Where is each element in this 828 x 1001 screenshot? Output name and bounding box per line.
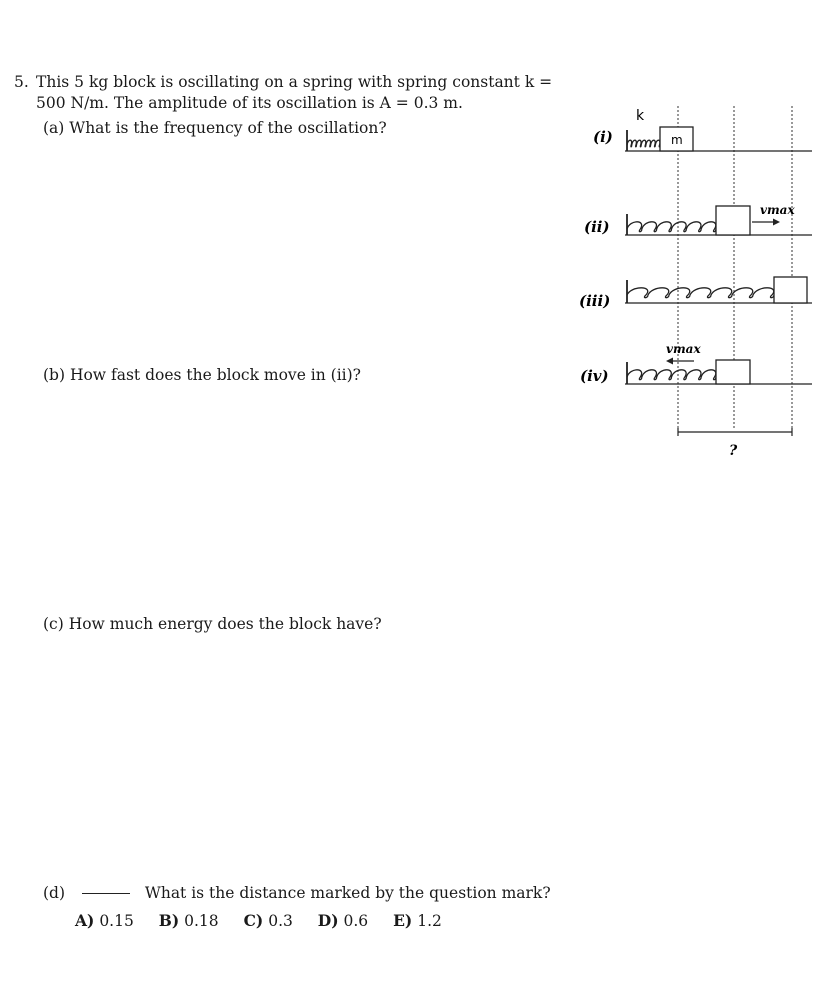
problem-intro-line2: 500 N/m. The amplitude of its oscillation is A = 0.3 m. [36,94,463,112]
panel-label-iv: (iv) [580,367,609,385]
spring-iv [627,370,716,380]
problem-intro-line1: This 5 kg block is oscillating on a spring with spring constant k = [36,73,553,91]
distance-dimension [678,428,792,459]
choice-e[interactable]: E) 1.2 [393,911,442,930]
spring-iii [627,288,774,298]
choice-b[interactable]: B) 0.18 [158,911,219,930]
part-b-question: (b) How fast does the block move in (ii)? [43,366,361,384]
panel-ii [625,203,812,235]
mass-block-ii [716,206,750,235]
arrowhead-left-icon [666,358,673,365]
part-d-question: What is the distance marked by the question mark? [144,884,551,902]
part-c-question: (c) How much energy does the block have? [43,615,382,633]
panel-i [625,108,812,151]
mass-label: m [671,133,683,147]
panel-iii [625,277,812,303]
problem-number: 5. [14,73,29,91]
part-d-label: (d) [43,884,66,902]
panel-label-ii: (ii) [584,218,610,236]
mass-block-iii [774,277,807,303]
unknown-distance-label: ? [729,443,738,459]
spring-i [627,140,660,147]
part-a-question: (a) What is the frequency of the oscillation? [43,119,387,137]
spring-ii [627,222,716,232]
choice-c[interactable]: C) 0.3 [243,911,293,930]
panel-label-i: (i) [593,128,613,146]
choice-d[interactable]: D) 0.6 [317,911,369,930]
vmax-label-ii: vmax [760,203,795,217]
spring-constant-label: k [636,108,645,124]
panel-iv [625,342,812,384]
panel-label-iii: (iii) [579,292,611,310]
arrowhead-right-icon [773,219,780,226]
vmax-label-iv: vmax [666,342,701,356]
choice-a[interactable]: A) 0.15 [75,911,134,930]
mass-block-iv [716,360,750,384]
